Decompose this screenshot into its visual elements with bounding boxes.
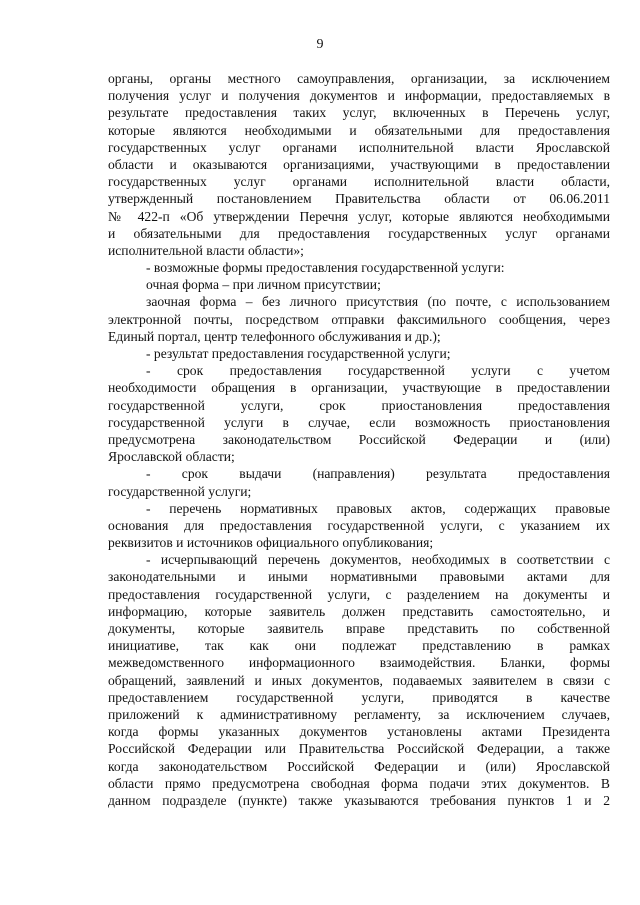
text-line: - исчерпывающий перечень документов, необходимых в соответствии с <box>146 552 610 568</box>
text-line: предоставлением государственной услуги, приводятся в качестве <box>108 689 610 705</box>
text-line: Российской Федерации или Правительства Российской Федерации, а также <box>108 741 610 757</box>
text-line: обращений, заявлений и иных документов, подаваемых заявителем в связи с <box>108 672 610 688</box>
page-number: 9 <box>316 37 324 52</box>
text-line: органы, органы местного самоуправления, организации, за исключением <box>108 71 610 86</box>
text-line: предоставления государственной услуги, с разделением на документы и <box>108 586 610 602</box>
paragraph <box>108 362 610 465</box>
paragraph <box>108 345 610 362</box>
text-line: которые являются необходимыми и обязательными для предоставления <box>108 122 610 138</box>
text-line: когда законодательством Российской Федерации и (или) Ярославской <box>108 758 610 774</box>
text-line: результате предоставления таких услуг, включенных в Перечень услуг, <box>108 105 610 121</box>
text-line: заочная форма – без личного присутствия (по почте, с использованием <box>146 294 610 310</box>
paragraph <box>108 276 610 293</box>
text-line: государственной услуги в случае, если возможность приостановления <box>108 414 610 430</box>
text-line: исполнительной власти области»; <box>108 242 304 258</box>
text-line: необходимости обращения в организации, участвующие в предоставлении <box>108 380 610 396</box>
text-line: предусмотрена законодательством Российской Федерации и (или) <box>108 431 610 447</box>
text-line: получения услуг и получения документов и информации, предоставляемых в <box>108 88 610 104</box>
text-line: - срок выдачи (направления) результата предоставления <box>146 466 610 482</box>
text-line: государственных услуг органами исполнительной власти области, <box>108 174 610 190</box>
text-line: области и оказываются организациями, участвующими в предоставлении <box>108 156 610 172</box>
paragraph <box>108 465 610 499</box>
text-line: Ярославской области; <box>108 449 235 465</box>
text-line: государственной услуги, срок приостановления предоставления <box>108 397 610 413</box>
text-line: данном подразделе (пункте) также указываются требования пунктов 1 и 2 <box>108 792 610 808</box>
text-line: когда формы указанных документов установлены актами Президента <box>108 724 610 740</box>
text-line: законодательными и иными нормативными правовыми актами для <box>108 569 610 585</box>
document-body <box>108 70 610 809</box>
text-line: основания для предоставления государственной услуги, с указанием их <box>108 517 610 533</box>
text-line: реквизитов и источников официального опубликования; <box>108 535 434 551</box>
paragraph <box>108 259 610 276</box>
text-line: очная форма – при личном присутствии; <box>146 277 381 293</box>
text-line: № 422-п «Об утверждении Перечня услуг, которые являются необходимыми <box>108 208 610 224</box>
paragraph <box>108 293 610 345</box>
text-line: - возможные формы предоставления государственной услуги: <box>146 260 505 276</box>
text-line: государственных услуг органами исполнительной власти Ярославской <box>108 139 610 155</box>
text-line: - перечень нормативных правовых актов, содержащих правовые <box>146 500 610 516</box>
text-line: - результат предоставления государственной услуги; <box>146 346 451 361</box>
text-line: информацию, которые заявитель должен представить самостоятельно, и <box>108 603 610 619</box>
text-line: и обязательными для предоставления государственных услуг органами <box>108 225 610 241</box>
text-line: документы, которые заявитель вправе представить по собственной <box>108 621 610 636</box>
paragraph <box>108 500 610 552</box>
text-line: государственной услуги; <box>108 483 252 499</box>
text-line: электронной почты, посредством отправки факсимильного сообщения, через <box>108 311 610 327</box>
text-line: - срок предоставления государственной услуги с учетом <box>146 363 610 379</box>
paragraph <box>108 551 610 809</box>
paragraph <box>108 70 610 259</box>
text-line: инициативе, так как они подлежат представлению в рамках <box>108 638 610 654</box>
text-line: приложений к административному регламенту, за исключением случаев, <box>108 706 610 722</box>
text-line: области прямо предусмотрена свободная форма подачи этих документов. В <box>108 775 610 791</box>
text-line: межведомственного информационного взаимодействия. Бланки, формы <box>108 655 610 671</box>
text-line: Единый портал, центр телефонного обслуживания и др.); <box>108 328 441 344</box>
text-line: утвержденный постановлением Правительства области от 06.06.2011 <box>108 191 610 207</box>
